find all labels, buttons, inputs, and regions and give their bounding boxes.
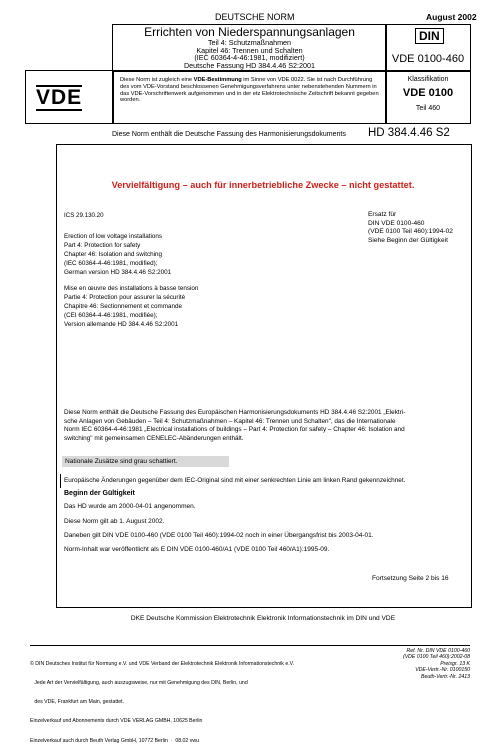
subtitle-2: Kapitel 46: Trennen und Schalten bbox=[196, 45, 303, 55]
english-line: Chapter 46: Isolation and switching bbox=[64, 251, 163, 258]
ersatz-line: Siehe Beginn der Gültigkeit bbox=[368, 236, 448, 244]
dke-statement: DKE Deutsche Kommission Elektrotechnik Elektronik Informationstechnik im DIN und VDE bbox=[130, 615, 396, 622]
continuation-note: Fortsetzung Seite 2 bis 16 bbox=[372, 575, 449, 582]
klassifikation-value: VDE 0100 bbox=[402, 87, 454, 99]
english-line: German version HD 384.4.46 S2:2001 bbox=[64, 269, 172, 276]
validity-heading: Beginn der Gültigkeit bbox=[64, 490, 135, 497]
copyright-line: des VDE, Frankfurt am Main, gestattet. bbox=[30, 699, 124, 706]
intro-paragraph bbox=[64, 409, 464, 444]
document-title: Errichten von Niederspannungsanlagen bbox=[144, 25, 355, 39]
vde-number: VDE 0100-460 bbox=[391, 53, 465, 65]
english-title-block bbox=[64, 232, 171, 277]
validity-line: Daneben gilt DIN VDE 0100-460 (VDE 0100 Teil 460):1994-02 noch in einer Übergangsfrist bis 2003-04-01. bbox=[64, 532, 374, 539]
vde-note: Diese Norm ist zugleich eine VDE-Bestimmung im Sinne von VDE 0022. Sie ist nach Durchführung des vom VDE-Vorstand beschlossenen Genehmigungsverfahrens unter nebenstehenden Nummern in das VDE-Vorschriftenwerk aufgenommen und in der etz Elektrotechnische Zeitschrift bekannt gegeben worden. bbox=[120, 77, 379, 104]
issue-date: August 2002 bbox=[426, 12, 477, 22]
replacement-block bbox=[368, 211, 453, 245]
intro-line: Norm IEC 60364-4-46:1981 „Electrical installations of buildings – Part 4: Protection for safety – Chapter 46: Isolation and bbox=[64, 426, 405, 434]
copy-warning: Vervielfältigung – auch für innerbetriebliche Zwecke – nicht gestattet. bbox=[111, 180, 415, 190]
reference-line: VDE-Vertr.-Nr. 0100150 bbox=[415, 667, 470, 674]
change-bar bbox=[60, 474, 61, 488]
validity-line: Diese Norm gilt ab 1. August 2002. bbox=[64, 518, 165, 525]
reference-line: Ref. Nr. DIN VDE 0100-460 bbox=[406, 648, 470, 654]
national-additions-note: Nationale Zusätze sind grau schattiert. bbox=[62, 456, 229, 467]
french-line: (CEI 60364-4-46:1981, modifiée); bbox=[64, 312, 158, 319]
din-logo bbox=[415, 28, 444, 44]
vde-bestimmung: VDE-Bestimmung bbox=[193, 77, 242, 83]
reference-block bbox=[403, 648, 470, 680]
validity-line: Norm-Inhalt war veröffentlicht als E DIN VDE 0100-460/A1 (VDE 0100 Teil 460/A1):1995-09. bbox=[64, 546, 330, 553]
norm-label: DEUTSCHE NORM bbox=[215, 12, 295, 22]
subtitle-3: (IEC 60364-4-46:1981, modifiziert) bbox=[194, 53, 305, 63]
reference-line: Preisgr. 13 K bbox=[440, 660, 470, 667]
vde-logo: VDE bbox=[36, 86, 83, 109]
reference-line: (VDE 0100 Teil 460):2002-08 bbox=[402, 654, 470, 661]
hd-statement: Diese Norm enthält die Deutsche Fassung des Harmonisierungsdokuments bbox=[112, 131, 346, 138]
english-line: Erection of low voltage installations bbox=[64, 233, 163, 240]
subtitle-4: Deutsche Fassung HD 384.4.46 S2:2001 bbox=[183, 60, 316, 70]
hd-number: HD 384.4.46 S2 bbox=[368, 127, 450, 139]
validity-line: Das HD wurde am 2000-04-01 angenommen. bbox=[64, 503, 196, 510]
intro-line: switching" mit gemeinsamen CENELEC-Abänderungen enthält. bbox=[64, 435, 244, 443]
french-line: Version allemande HD 384.4.46 S2:2001 bbox=[64, 321, 179, 328]
subtitle-1: Teil 4: Schutzmaßnahmen bbox=[207, 38, 292, 47]
ics-code: ICS 29.130.20 bbox=[64, 212, 104, 219]
english-line: (IEC 60364-4-46:1981, modified); bbox=[64, 260, 158, 267]
footer-separator bbox=[30, 645, 470, 646]
din-logo-text: DIN bbox=[419, 29, 440, 43]
ersatz-line: DIN VDE 0100-460 bbox=[368, 219, 425, 227]
copyright-line: Einzelverkauf auch durch Beuth Verlag GmbH, 10772 Berlin · 08.02 vwu bbox=[30, 737, 199, 744]
english-line: Part 4: Protection for safety bbox=[64, 242, 141, 249]
title-box bbox=[112, 24, 387, 72]
teil-number: Teil 460 bbox=[415, 105, 441, 112]
french-line: Chapitre 46: Sectionnement et commande bbox=[64, 303, 182, 310]
copyright-line: Einzelverkauf und Abonnements durch VDE VERLAG GMBH, 10625 Berlin bbox=[30, 718, 203, 725]
european-changes-note: Europäische Änderungen gegenüber dem IEC-Original sind mit einer senkrechten Linie am linken Rand gekennzeichnet. bbox=[64, 477, 406, 484]
french-line: Mise en œuvre des installations à basse tension bbox=[64, 285, 199, 292]
ersatz-line: (VDE 0100 Teil 460):1994-02 bbox=[368, 228, 453, 236]
din-number-box bbox=[385, 24, 471, 72]
vde-logo-box bbox=[25, 70, 114, 124]
klassifikation-label: Klassifikation bbox=[407, 76, 449, 83]
french-line: Partie 4: Protection pour assurer la sécurité bbox=[64, 294, 186, 301]
copyright-line: © DIN Deutsches Institut für Normung e.V. und VDE Verband der Elektrotechnik Elektronik Informationstechnik e.V. bbox=[30, 660, 295, 667]
french-title-block bbox=[64, 284, 198, 329]
klassifikation-box bbox=[385, 70, 471, 124]
intro-line: sche Anlagen von Gebäuden – Teil 4: Schutzmaßnahmen – Kapitel 46: Trennen und Schalten", das die Internationale bbox=[64, 417, 396, 425]
copyright-line: Jede Art der Vervielfältigung, auch auszugsweise, nur mit Genehmigung des DIN, Berlin, und bbox=[30, 680, 248, 687]
copyright-block bbox=[30, 648, 294, 751]
ersatz-line: Ersatz für bbox=[368, 211, 397, 218]
vde-note-box bbox=[112, 70, 387, 124]
reference-line: Beuth-Vertr.-Nr. 2413 bbox=[420, 673, 470, 680]
intro-line: Diese Norm enthält die Deutsche Fassung des Europäischen Harmonisierungsdokuments HD 384.4.46 S2:2001 „Elektri- bbox=[64, 409, 406, 416]
